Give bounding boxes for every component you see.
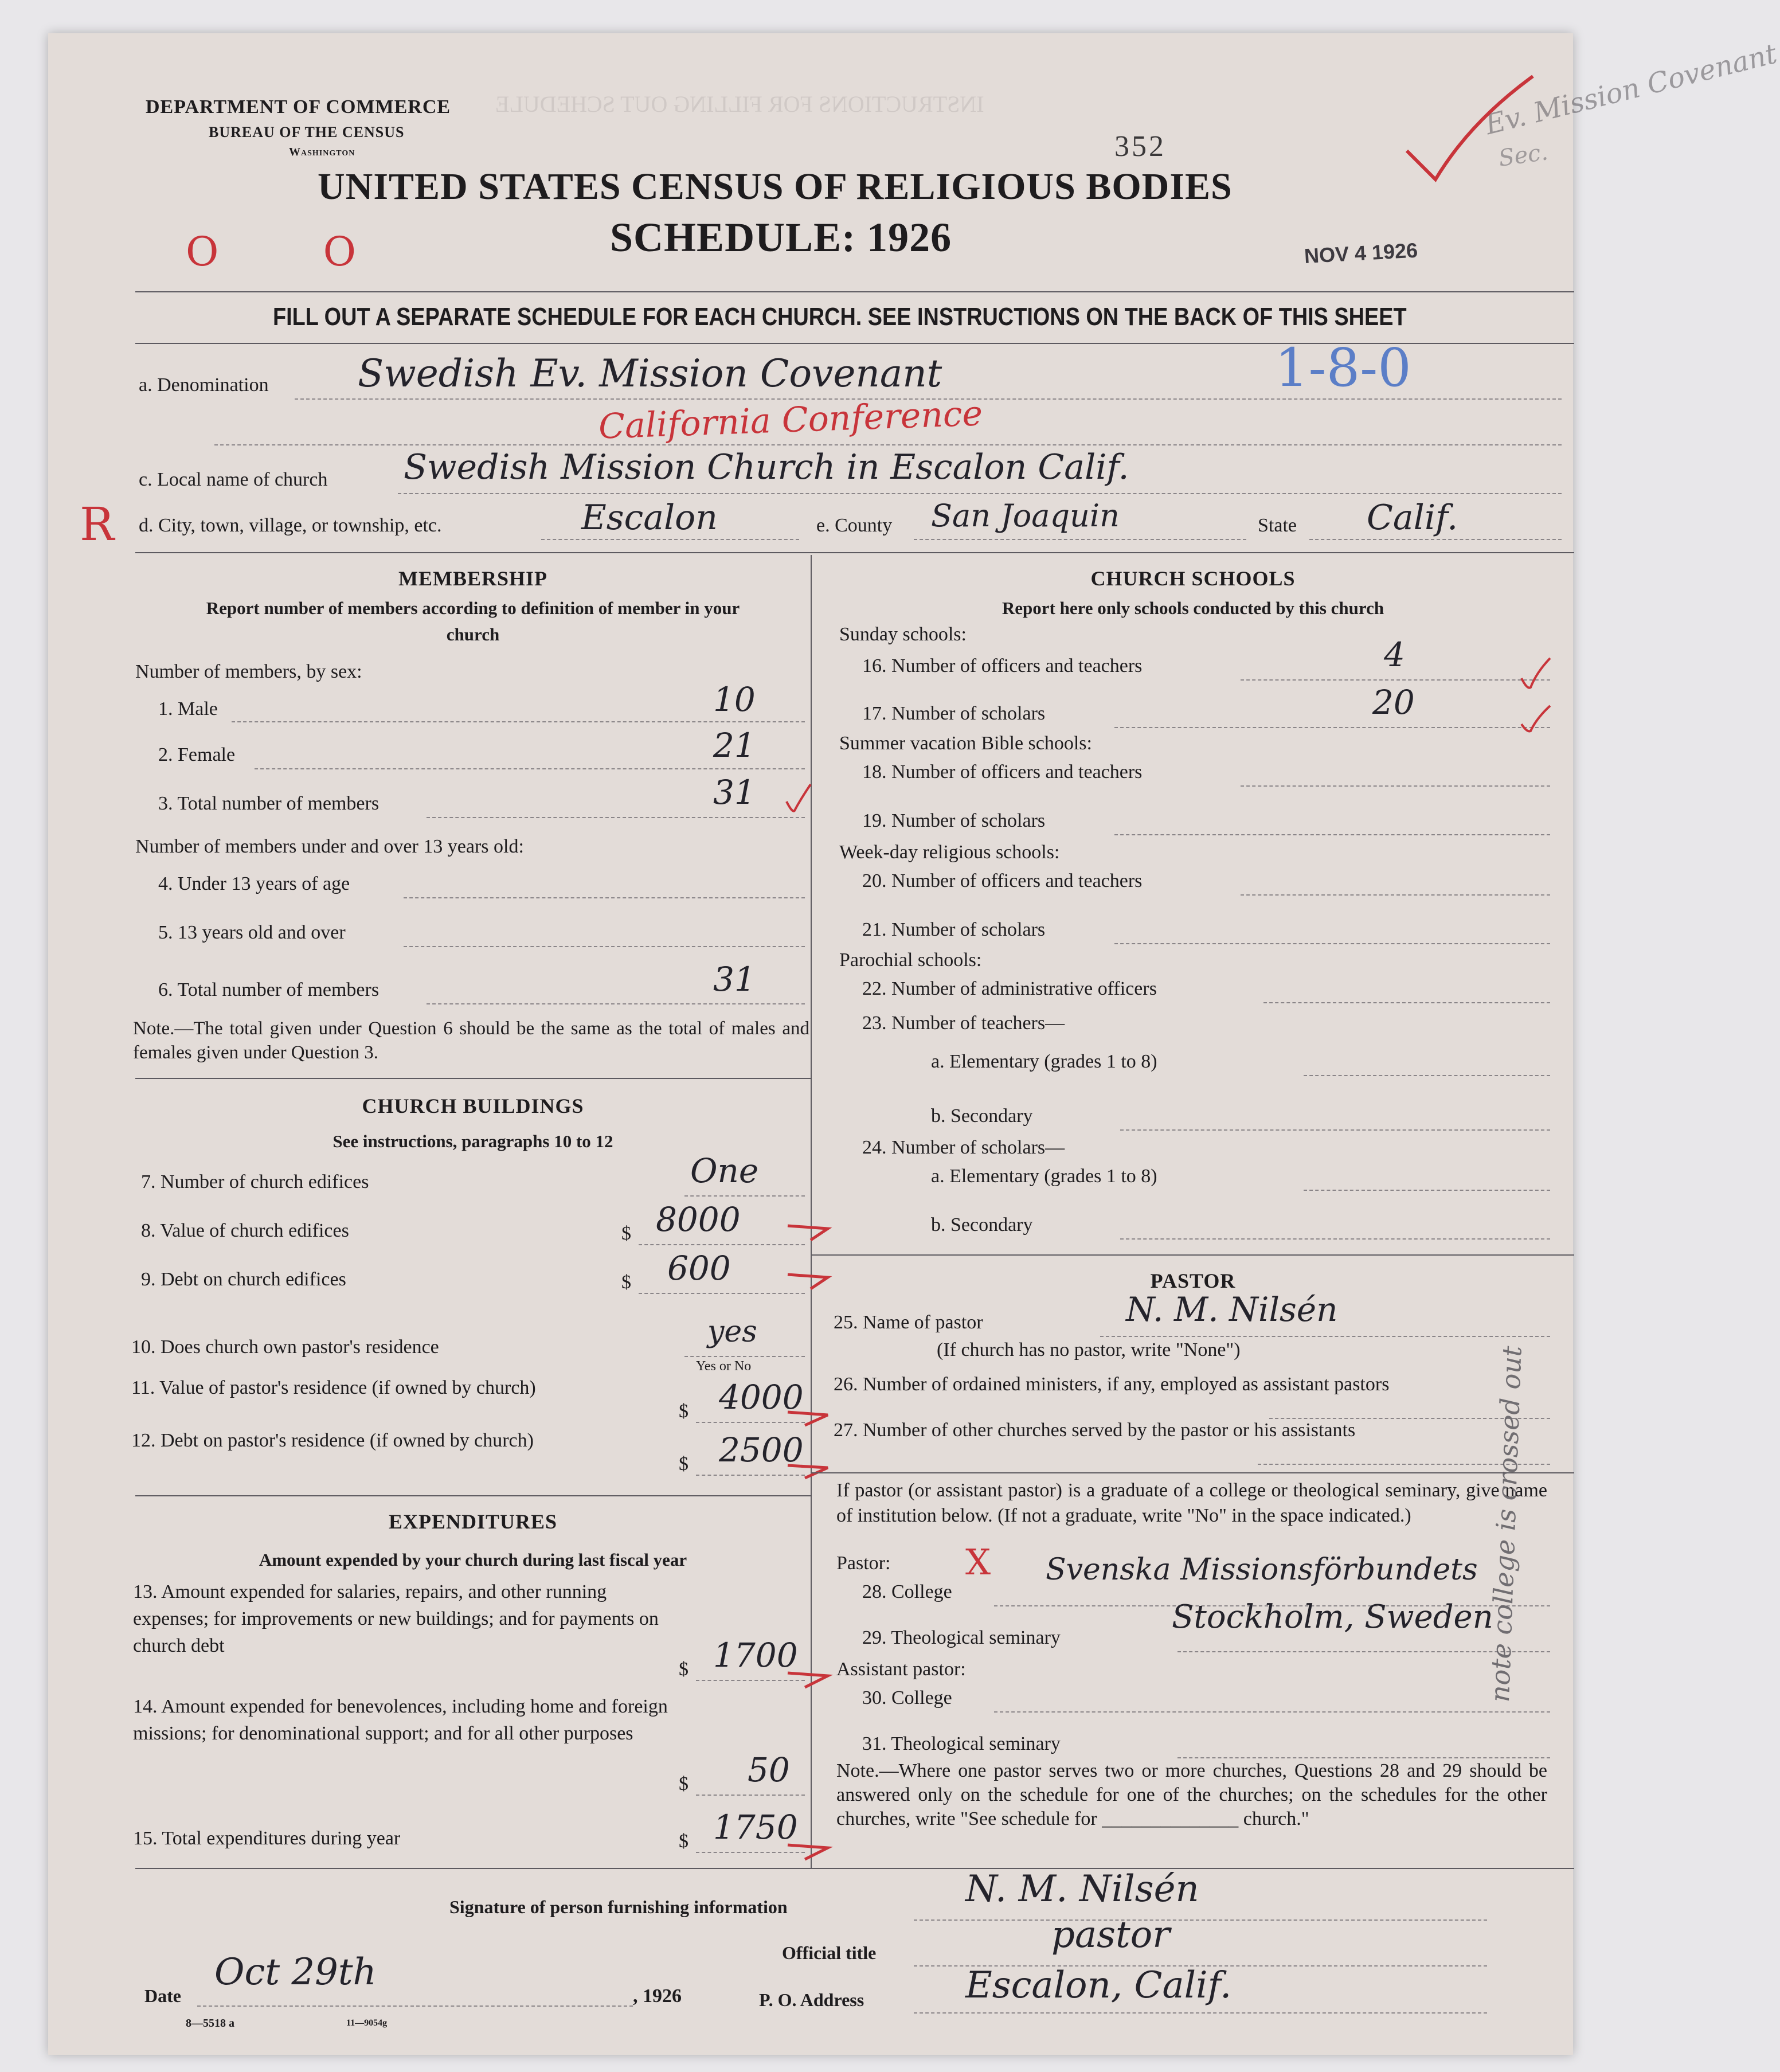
bureau-city: Washington — [289, 146, 355, 158]
yes-no-caption: Yes or No — [696, 1359, 752, 1374]
q6-line — [427, 1003, 805, 1004]
q25-value[interactable]: N. M. Nilsén — [1126, 1290, 1338, 1329]
q5-label: 5. 13 years old and over — [158, 922, 346, 943]
q25-label: 25. Name of pastor — [834, 1312, 983, 1333]
q10-value[interactable]: yes — [707, 1315, 757, 1349]
denomination-label: a. Denomination — [139, 374, 269, 396]
q30-line — [994, 1711, 1550, 1713]
q8-dollar: $ — [621, 1223, 631, 1244]
q7-value[interactable]: One — [690, 1151, 759, 1190]
q20-line — [1241, 894, 1550, 896]
q17-label: 17. Number of scholars — [862, 703, 1046, 724]
q17-line — [1114, 727, 1550, 728]
buildings-subtitle: See instructions, paragraphs 10 to 12 — [332, 1131, 613, 1151]
q23a-label: a. Elementary (grades 1 to 8) — [931, 1051, 1157, 1072]
q9-value[interactable]: 600 — [667, 1249, 731, 1288]
q13-dollar: $ — [679, 1659, 688, 1680]
q2-line — [255, 768, 805, 769]
print-number: 11—9054g — [346, 2018, 388, 2028]
po-address-value[interactable]: Escalon, Calif. — [965, 1964, 1232, 2007]
buildings-title: CHURCH BUILDINGS — [362, 1094, 584, 1117]
q15-label: 15. Total expenditures during year — [133, 1828, 401, 1849]
q23b-line — [1120, 1129, 1550, 1131]
q11-label: 11. Value of pastor's residence (if owned by church) — [131, 1377, 536, 1398]
membership-subtitle: Report number of members according to definition of member in your church — [206, 598, 740, 644]
red-tick-marks-schools-icon — [1516, 644, 1562, 736]
line-b — [214, 444, 1562, 445]
conference-note: California Conference — [597, 393, 984, 447]
census-schedule-sheet — [48, 33, 1780, 2055]
denomination-value[interactable]: Swedish Ev. Mission Covenant — [358, 351, 942, 396]
date-year: , 1926 — [633, 1985, 682, 2007]
pastor-title: PASTOR — [1150, 1269, 1236, 1292]
red-circle-marks: O O — [186, 228, 402, 275]
header-rule — [135, 291, 1574, 292]
q28-value[interactable]: Svenska Missionsförbundets — [1046, 1553, 1478, 1587]
official-title-value[interactable]: pastor — [1051, 1914, 1170, 1956]
q18-label: 18. Number of officers and teachers — [862, 761, 1143, 783]
signature-label: Signature of person furnishing information — [449, 1897, 788, 1917]
q15-value[interactable]: 1750 — [713, 1808, 798, 1847]
q23b-label: b. Secondary — [931, 1105, 1033, 1127]
county-value[interactable]: San Joaquin — [931, 498, 1120, 534]
red-checkmark-icon — [1401, 71, 1539, 191]
q1-value[interactable]: 10 — [713, 680, 756, 719]
q24b-label: b. Secondary — [931, 1214, 1033, 1236]
q12-dollar: $ — [679, 1453, 688, 1475]
q9-dollar: $ — [621, 1272, 631, 1293]
by-sex-heading: Number of members, by sex: — [135, 661, 362, 682]
pencil-corner-note: Ev. Mission Covenant — [1481, 37, 1780, 142]
expenditures-subtitle: Amount expended by your church during last fiscal year — [259, 1550, 687, 1570]
red-cross-mark: X — [965, 1541, 991, 1583]
q16-value[interactable]: 4 — [1384, 635, 1405, 674]
q26-label: 26. Number of ordained ministers, if any, employed as assistant pastors — [834, 1374, 1390, 1395]
q5-line — [404, 946, 805, 947]
summer-heading: Summer vacation Bible schools: — [839, 733, 1092, 754]
serial-number: 352 — [1114, 130, 1166, 163]
local-name-value[interactable]: Swedish Mission Church in Escalon Calif. — [404, 447, 1129, 487]
pencil-corner-note-2: Sec. — [1497, 139, 1550, 172]
po-address-line — [914, 2012, 1487, 2014]
q31-label: 31. Theological seminary — [862, 1733, 1061, 1754]
city-value[interactable]: Escalon — [581, 498, 718, 538]
bleed-through-text: INSTRUCTIONS FOR FILLING OUT SCHEDULE — [495, 91, 984, 117]
margin-note-vertical: note college is crossed out — [1484, 1345, 1528, 1703]
red-tick-marks-icon — [782, 693, 816, 836]
form-title: UNITED STATES CENSUS OF RELIGIOUS BODIES — [318, 166, 1233, 208]
q10-label: 10. Does church own pastor's residence — [131, 1336, 439, 1358]
q24b-line — [1120, 1238, 1550, 1240]
q25-line — [1100, 1336, 1550, 1337]
state-line — [1309, 539, 1562, 540]
q3-line — [427, 817, 805, 818]
q17-value[interactable]: 20 — [1372, 683, 1415, 722]
q13-label: 13. Amount expended for salaries, repairs, and other running expenses; for improvements or new buildings; and for payments on church debt — [133, 1581, 659, 1656]
q30-label: 30. College — [862, 1687, 952, 1709]
q22-line — [1263, 1002, 1550, 1003]
sunday-heading: Sunday schools: — [839, 624, 967, 645]
schools-subtitle: Report here only schools conducted by this church — [1002, 598, 1384, 618]
q13-value[interactable]: 1700 — [713, 1636, 798, 1675]
q11-value[interactable]: 4000 — [719, 1378, 804, 1417]
q1-label: 1. Male — [158, 698, 218, 720]
q24a-line — [1304, 1190, 1550, 1191]
q27-label: 27. Number of other churches served by the pastor or his assistants — [834, 1420, 1356, 1441]
q8-line — [639, 1244, 805, 1245]
q25-note: (If church has no pastor, write "None") — [937, 1339, 1241, 1361]
q19-label: 19. Number of scholars — [862, 810, 1046, 831]
membership-note: Note.—The total given under Question 6 should be the same as the total of males and females given under Question 3. — [133, 1018, 809, 1063]
q1-line — [232, 721, 805, 722]
membership-title: MEMBERSHIP — [398, 567, 547, 590]
signature-top-rule — [135, 1868, 1574, 1869]
section-top-rule — [135, 552, 1574, 553]
q3-label: 3. Total number of members — [158, 793, 380, 814]
q4-label: 4. Under 13 years of age — [158, 873, 350, 894]
pastor-final-note: Note.—Where one pastor serves two or more churches, Questions 28 and 29 should be answered only on the schedule for one of the churches; on the schedules for the other churches, write "See schedule for ______________ church." — [836, 1760, 1547, 1829]
official-title-label: Official title — [782, 1942, 877, 1963]
schedule-year-title: SCHEDULE: 1926 — [610, 214, 952, 260]
q14-dollar: $ — [679, 1773, 688, 1795]
buildings-bottom-rule — [135, 1495, 811, 1496]
local-name-line — [398, 493, 1562, 494]
q12-value[interactable]: 2500 — [719, 1430, 804, 1469]
q11-dollar: $ — [679, 1401, 688, 1422]
q16-line — [1241, 679, 1550, 681]
q2-label: 2. Female — [158, 744, 236, 765]
county-label: e. County — [816, 515, 893, 536]
q23-label: 23. Number of teachers— — [862, 1012, 1065, 1034]
q9-label: 9. Debt on church edifices — [141, 1269, 346, 1290]
q29-value[interactable]: Stockholm, Sweden — [1172, 1598, 1493, 1636]
parochial-heading: Parochial schools: — [839, 949, 982, 971]
signature-line — [914, 1919, 1487, 1921]
po-address-label: P. O. Address — [759, 1989, 864, 2010]
city-line — [541, 539, 799, 540]
department-name: DEPARTMENT OF COMMERCE — [146, 96, 451, 118]
state-value[interactable]: Calif. — [1367, 498, 1458, 538]
q6-value[interactable]: 31 — [713, 960, 756, 999]
q18-line — [1241, 785, 1550, 787]
weekday-heading: Week-day religious schools: — [839, 842, 1060, 863]
pastor-subheading: Pastor: — [836, 1553, 891, 1574]
expenditures-title: EXPENDITURES — [388, 1510, 558, 1533]
q12-label: 12. Debt on pastor's residence (if owned by church) — [131, 1430, 534, 1451]
date-value[interactable]: Oct 29th — [214, 1951, 377, 1993]
q9-line — [639, 1293, 805, 1294]
q28-label: 28. College — [862, 1581, 952, 1602]
by-age-heading: Number of members under and over 13 years old: — [135, 836, 524, 857]
q16-label: 16. Number of officers and teachers — [862, 655, 1143, 677]
q2-value[interactable]: 21 — [713, 726, 756, 765]
q23a-line — [1304, 1075, 1550, 1076]
graduate-note: If pastor (or assistant pastor) is a graduate of a college or theological seminary, give name of institution below. (If not a graduate, write "No" in the space indicated.) — [836, 1480, 1547, 1526]
q14-value[interactable]: 50 — [748, 1750, 790, 1789]
signature-value[interactable]: N. M. Nilsén — [965, 1868, 1199, 1910]
date-line — [197, 2005, 633, 2007]
q8-label: 8. Value of church edifices — [141, 1220, 349, 1241]
q8-value[interactable]: 8000 — [656, 1200, 741, 1239]
q10-line — [684, 1356, 805, 1357]
county-line — [914, 539, 1246, 540]
date-label: Date — [144, 1985, 181, 2006]
q14-label: 14. Amount expended for benevolences, including home and foreign missions; for denominational support; and for all other purposes — [133, 1696, 668, 1744]
q3-value[interactable]: 31 — [713, 773, 756, 812]
received-date-stamp: NOV 4 1926 — [1304, 238, 1418, 268]
q6-label: 6. Total number of members — [158, 979, 380, 1000]
denomination-code: 1-8-0 — [1275, 337, 1411, 398]
schools-title: CHURCH SCHOOLS — [1090, 567, 1296, 590]
q24-label: 24. Number of scholars— — [862, 1137, 1065, 1158]
q24a-label: a. Elementary (grades 1 to 8) — [931, 1166, 1157, 1187]
q19-line — [1114, 834, 1550, 835]
form-number: 8—5518 a — [186, 2017, 234, 2030]
assistant-subheading: Assistant pastor: — [836, 1659, 966, 1680]
q29-label: 29. Theological seminary — [862, 1627, 1061, 1648]
q15-dollar: $ — [679, 1831, 688, 1852]
red-r-mark: R — [80, 498, 115, 551]
schools-bottom-rule — [812, 1254, 1574, 1256]
bureau-name: BUREAU OF THE CENSUS — [209, 124, 405, 140]
q7-line — [684, 1195, 805, 1197]
q21-label: 21. Number of scholars — [862, 919, 1046, 940]
state-label: State — [1258, 515, 1297, 536]
q22-label: 22. Number of administrative officers — [862, 978, 1157, 999]
q7-label: 7. Number of church edifices — [141, 1171, 369, 1193]
instruction-banner: FILL OUT A SEPARATE SCHEDULE FOR EACH CHURCH. SEE INSTRUCTIONS ON THE BACK OF THIS SHEET — [273, 303, 1407, 331]
q21-line — [1114, 943, 1550, 944]
membership-bottom-rule — [135, 1078, 811, 1079]
q4-line — [404, 897, 805, 898]
q31-line — [1177, 1757, 1550, 1758]
city-label: d. City, town, village, or township, etc. — [139, 515, 442, 536]
local-name-label: c. Local name of church — [139, 469, 328, 490]
pastor-mid-rule — [812, 1472, 1574, 1473]
q20-label: 20. Number of officers and teachers — [862, 870, 1143, 892]
